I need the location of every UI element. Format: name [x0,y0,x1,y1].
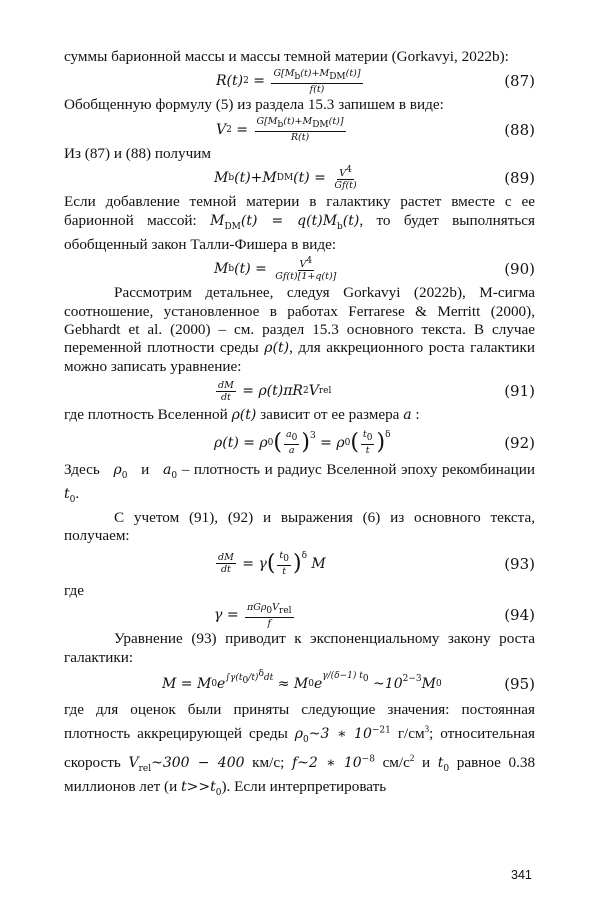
paragraph-from: Из (87) и (88) получим [64,144,211,162]
equation-87: R(t) 2 = $G[M_b(t)+M_{DM}(t)]$ f(t) (87) [216,67,535,95]
paragraph-generalized: Обобщенную формулу (5) из раздела 15.3 запишем в виде: [64,96,444,114]
equation-93: dM dt = γ ( $t_0$ t ) $^\delta$ M (93) [218,550,535,578]
paragraph-where: где [64,581,84,599]
equation-number: (92) [504,433,535,452]
equation-94: γ = $\pi G\rho_0V_{rel}$ f (94) [214,601,535,629]
equation-number: (87) [504,72,535,91]
page-number: 341 [511,868,532,882]
paragraph-intro: суммы барионной массы и массы темной материи (Gorkavyi, 2022b): [64,48,509,65]
paragraph-density: где плотность Вселенной ρ(t) зависит от ее размера a : [64,406,420,424]
equation-number: (94) [504,606,535,625]
document-page [64,48,535,802]
paragraph-estimates: где для оценок были приняты следующие значения: постоянная плотность аккрецирующей среды $\rho_0\sim 3$ ∗ $10^{-21}$ $г/см^3$; относительная скорость $V_{rel}\sim 300 - 400$ км/с; f~2 ∗ $10^{-8}$ $см/с^2$ и $t_0$ равное 0.38 миллионов лет (и $t>>t_0$). Если интерпретировать [64,701,536,798]
equation-95: M = M 0 e $^{\int\gamma(t_0 /t)^\delta dt}$ ≈ M $_0$ e $^{\gamma/(\delta-1) t_0}$ ~10 2−3 M $_0$ (95) [162,668,535,694]
equation-number: (91) [504,382,535,401]
equation-88: V 2 = $G[M_b(t)+M_{DM}(t)]$ R(t) (88) [216,116,535,144]
equation-number: (93) [504,554,535,573]
equation-92: ρ(t) = ρ 0 ( $a_0$ a ) $^3$ = ρ $_0$ ( $t_0$ t ) $^\delta$ (92) [214,429,535,457]
equation-89: M b (t)+M DM (t) = $V^4$ Gf(t) (89) [214,165,535,192]
equation-number: (90) [504,260,535,279]
equation-90: M b (t) = $V^4$ Gf(t)[1+q(t)] (90) [214,256,535,283]
equation-number: (89) [504,169,535,188]
paragraph-taking-into-account: С учетом (91), (92) и выражения (6) из основного текста, получаем: [64,509,535,545]
equation-number: (95) [504,675,535,694]
paragraph-equation-leads: Уравнение (93) приводит к экспоненциальному закону роста галактики: [64,630,535,666]
paragraph-m-sigma: Рассмотрим детальнее, следуя Gorkavyi (2022b), М-сигма соотношение, установленное в работах Ferrarese & Merritt (2000), Gebhardt et al. (2000) – см. раздел 15.3 основного текста. В случае переменной плотности среды ρ(t), для аккреционного роста галактики можно записать уравнение: [64,284,535,375]
paragraph-here: Здесь $\rho_0$ и $a_0$ – плотность и радиус Вселенной эпоху рекомбинации $t_0$. [64,460,536,505]
equation-number: (88) [504,120,535,139]
paragraph-dark-matter: Если добавление темной материи в галактику растет вместе с ее барионной массой: $M_{DM}(t) = q(t)M_b(t)$, то будет выполняться обобщенный закон Талли-Фишера в виде: [64,193,535,253]
equation-91: dM dt = ρ(t)πR 2 V rel (91) [218,379,535,403]
